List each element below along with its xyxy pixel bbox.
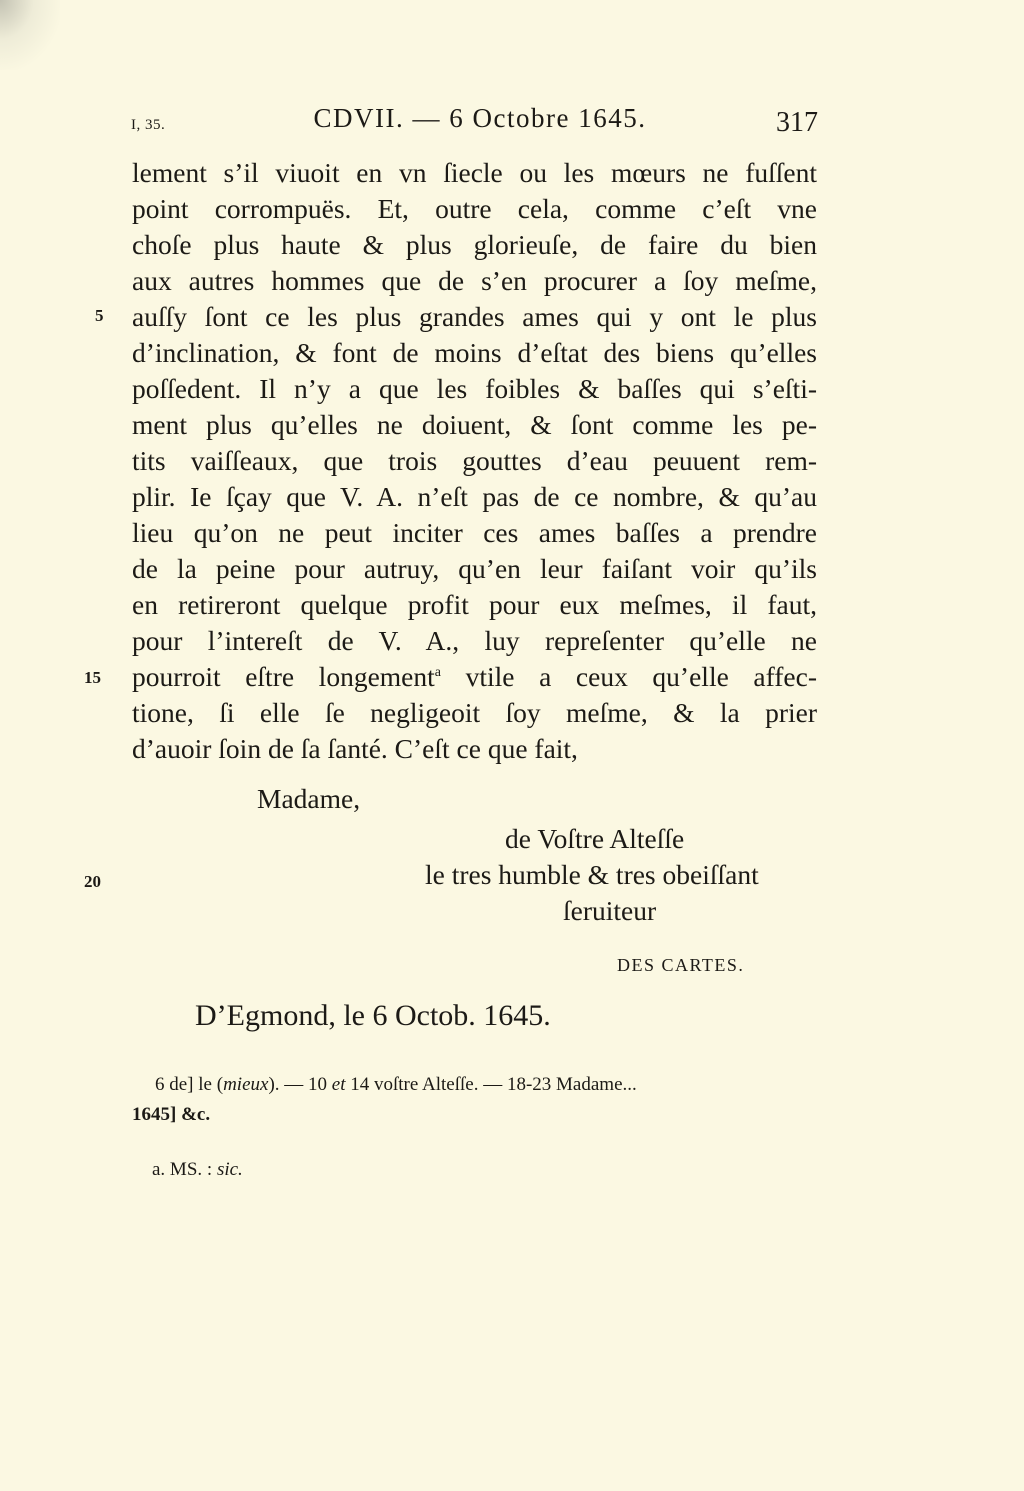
text-line: plir. Ie ſçay que V. A. n’eſt pas de ce nombre, & qu’au: [132, 481, 817, 512]
closing-line: ſeruiteur: [563, 895, 657, 926]
variant-note: [155, 1070, 637, 1100]
running-title: CDVII. — 6 Octobre 1645.: [313, 103, 647, 133]
text-line: point corrompuës. Et, outre cela, comme c’eſt vne: [132, 193, 817, 224]
variant-note: 1645] &c.: [132, 1104, 211, 1125]
salutation: Madame,: [257, 783, 361, 814]
text-line: aux autres hommes que de s’en procurer a ſoy meſme,: [132, 265, 817, 296]
text-line: de la peine pour autruy, qu’en leur faiſant voir qu’ils: [132, 553, 817, 584]
closing-line: le tres humble & tres obeiſſant: [425, 859, 759, 890]
text-line: pour l’intereſt de V. A., luy repreſenter qu’elle ne: [132, 625, 817, 656]
line-number: 5: [95, 306, 104, 325]
text-line: lement s’il viuoit en vn ſiecle ou les mœurs ne fuſſent: [132, 157, 817, 188]
note-text: ). — 10: [268, 1074, 332, 1095]
text-line: d’inclination, & font de moins d’eſtat des biens qu’elles: [132, 337, 817, 368]
text-line: auſſy ſont ce les plus grandes ames qui y ont le plus: [132, 301, 817, 332]
footnote: [152, 1155, 243, 1185]
text-line: d’auoir ſoin de ſa ſanté. C’eſt ce que fait,: [132, 733, 578, 764]
note-text: 14 voſtre Alteſſe. — 18-23 Madame...: [345, 1074, 637, 1095]
note-italic: sic.: [216, 1159, 243, 1180]
note-italic: et: [331, 1074, 346, 1095]
running-header: [0, 103, 1024, 143]
text-line: poſſedent. Il n’y a que les foibles & baſſes qui s’eſti-: [132, 373, 817, 404]
volume-reference: I, 35.: [131, 117, 166, 133]
note-italic: mieux: [223, 1074, 269, 1095]
dateline: D’Egmond, le 6 Octob. 1645.: [195, 999, 551, 1032]
page-corner-shadow: [0, 0, 60, 70]
text-line: en retireront quelque profit pour eux meſmes, il faut,: [132, 589, 817, 620]
footnote-marker: a: [434, 664, 441, 680]
signature: DES CARTES.: [617, 955, 745, 975]
closing-line: de Voſtre Alteſſe: [505, 823, 685, 854]
text-line: choſe plus haute & plus glorieuſe, de faire du bien: [132, 229, 817, 260]
note-text: 6 de] le (: [155, 1074, 224, 1095]
text-line-with-footnote-marker: [132, 659, 817, 695]
line-number: 20: [84, 872, 101, 891]
text-fragment: pourroit eſtre longement: [132, 661, 435, 692]
text-line: tits vaiſſeaux, que trois gouttes d’eau peuuent rem-: [132, 445, 817, 476]
page-number: 317: [776, 107, 818, 138]
text-line: ment plus qu’elles ne doiuent, & ſont comme les pe-: [132, 409, 817, 440]
text-line: lieu qu’on ne peut inciter ces ames baſſes a prendre: [132, 517, 817, 548]
line-number: 15: [84, 668, 101, 687]
text-line: tione, ſi elle ſe negligeoit ſoy meſme, & la prier: [132, 697, 817, 728]
text-fragment: vtile a ceux qu’elle affec-: [440, 661, 817, 692]
note-text: a. MS. :: [152, 1159, 217, 1180]
